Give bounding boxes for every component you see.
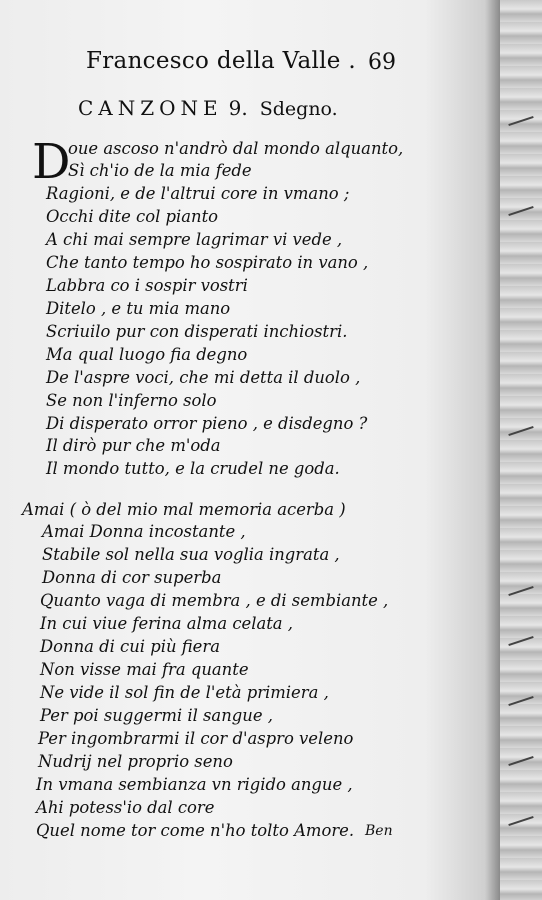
drop-cap: D bbox=[32, 134, 71, 190]
verse-line: Per ingombrarmi il cor d'aspro veleno bbox=[38, 729, 354, 748]
verse-line: Che tanto tempo ho sospirato in vano , bbox=[46, 253, 369, 272]
canzone-label: CANZONE bbox=[78, 96, 223, 120]
poem-subtitle: Sdegno. bbox=[259, 98, 338, 120]
verse-line: Ditelo , e tu mia mano bbox=[46, 299, 231, 318]
verse-line: Ma qual luogo fia degno bbox=[46, 345, 248, 364]
adjacent-page-edge bbox=[500, 0, 542, 900]
verse-line: Per poi suggermi il sangue , bbox=[40, 706, 273, 725]
verse-line: Non visse mai fra quante bbox=[40, 660, 249, 679]
page-number: 69 bbox=[368, 50, 396, 75]
verse-line: A chi mai sempre lagrimar vi vede , bbox=[46, 230, 343, 249]
verse-line: Quel nome tor come n'ho tolto Amore. bbox=[36, 821, 355, 840]
verse-line: Stabile sol nella sua voglia ingrata , bbox=[42, 545, 340, 564]
verse-line: Se non l'inferno solo bbox=[46, 391, 217, 410]
verse-line: Di disperato orror pieno , e disdegno ? bbox=[46, 414, 368, 433]
verse-line: oue ascoso n'andrò dal mondo alquanto, bbox=[68, 139, 404, 158]
verse-line: In vmana sembianza vn rigido angue , bbox=[36, 775, 353, 794]
verse-line: Occhi dite col pianto bbox=[46, 207, 219, 226]
verse-line: Donna di cor superba bbox=[42, 568, 222, 587]
running-head: Francesco della Valle . bbox=[86, 48, 356, 74]
verse-line: Amai ( ò del mio mal memoria acerba ) bbox=[22, 500, 346, 519]
catchword: Ben bbox=[365, 823, 393, 839]
verse-line: In cui viue ferina alma celata , bbox=[40, 614, 293, 633]
verse-line: Il mondo tutto, e la crudel ne goda. bbox=[46, 459, 340, 478]
verse-line: De l'aspre voci, che mi detta il duolo , bbox=[46, 368, 361, 387]
verse-line: Ne vide il sol fin de l'età primiera , bbox=[40, 683, 329, 702]
page-header bbox=[0, 44, 500, 82]
verse-line: Labbra co i sospir vostri bbox=[46, 276, 248, 295]
verse-line: Amai Donna incostante , bbox=[42, 522, 246, 541]
verse-line: Il dirò pur che m'oda bbox=[46, 436, 221, 455]
verse-line: Sì ch'io de la mia fede bbox=[68, 161, 252, 180]
poem-title bbox=[78, 96, 338, 120]
verse-line: Donna di cui più fiera bbox=[40, 637, 220, 656]
verse-line: Ragioni, e de l'altrui core in vmano ; bbox=[46, 184, 350, 203]
verse-line: Ahi potess'io dal core bbox=[36, 798, 215, 817]
verse-line: Quanto vaga di membra , e di sembiante , bbox=[40, 591, 389, 610]
canzone-number: 9. bbox=[228, 96, 248, 120]
verse-line: Nudrij nel proprio seno bbox=[38, 752, 233, 771]
verse-line: Scriuilo pur con disperati inchiostri. bbox=[46, 322, 348, 341]
